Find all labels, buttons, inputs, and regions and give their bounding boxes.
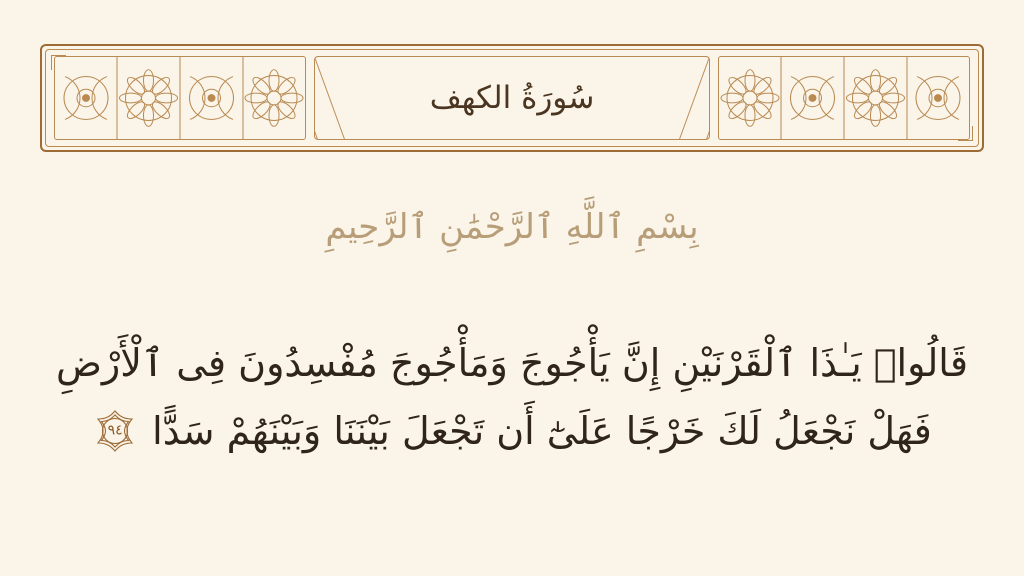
header-right-ornament-panel [718, 56, 970, 140]
ayah-line-1: قَالُوا۟ يَـٰذَا ٱلْقَرْنَيْنِ إِنَّ يَأْجُوجَ وَمَأْجُوجَ مُفْسِدُونَ فِى ٱلْأَرْضِ [55, 341, 969, 385]
ayah-number-medallion [92, 408, 138, 454]
floral-arabesque-ornament [719, 57, 969, 139]
surah-header-banner [40, 44, 984, 152]
surah-title-panel [314, 56, 710, 140]
ayah-text-block [40, 330, 984, 465]
header-left-ornament-panel [54, 56, 306, 140]
ayah-number: ٩٤ [107, 422, 123, 439]
ayah-line-2: فَهَلْ نَجْعَلُ لَكَ خَرْجًا عَلَىٰٓ أَن تَجْعَلَ بَيْنَنَا وَبَيْنَهُمْ سَدًّا [152, 408, 932, 453]
basmala-text: بِسْمِ ٱللَّهِ ٱلرَّحْمَٰنِ ٱلرَّحِيمِ [325, 207, 699, 247]
surah-title: سُورَةُ الكهف [429, 79, 595, 116]
floral-arabesque-ornament [55, 57, 305, 139]
ayah-line-2-row [40, 398, 984, 466]
